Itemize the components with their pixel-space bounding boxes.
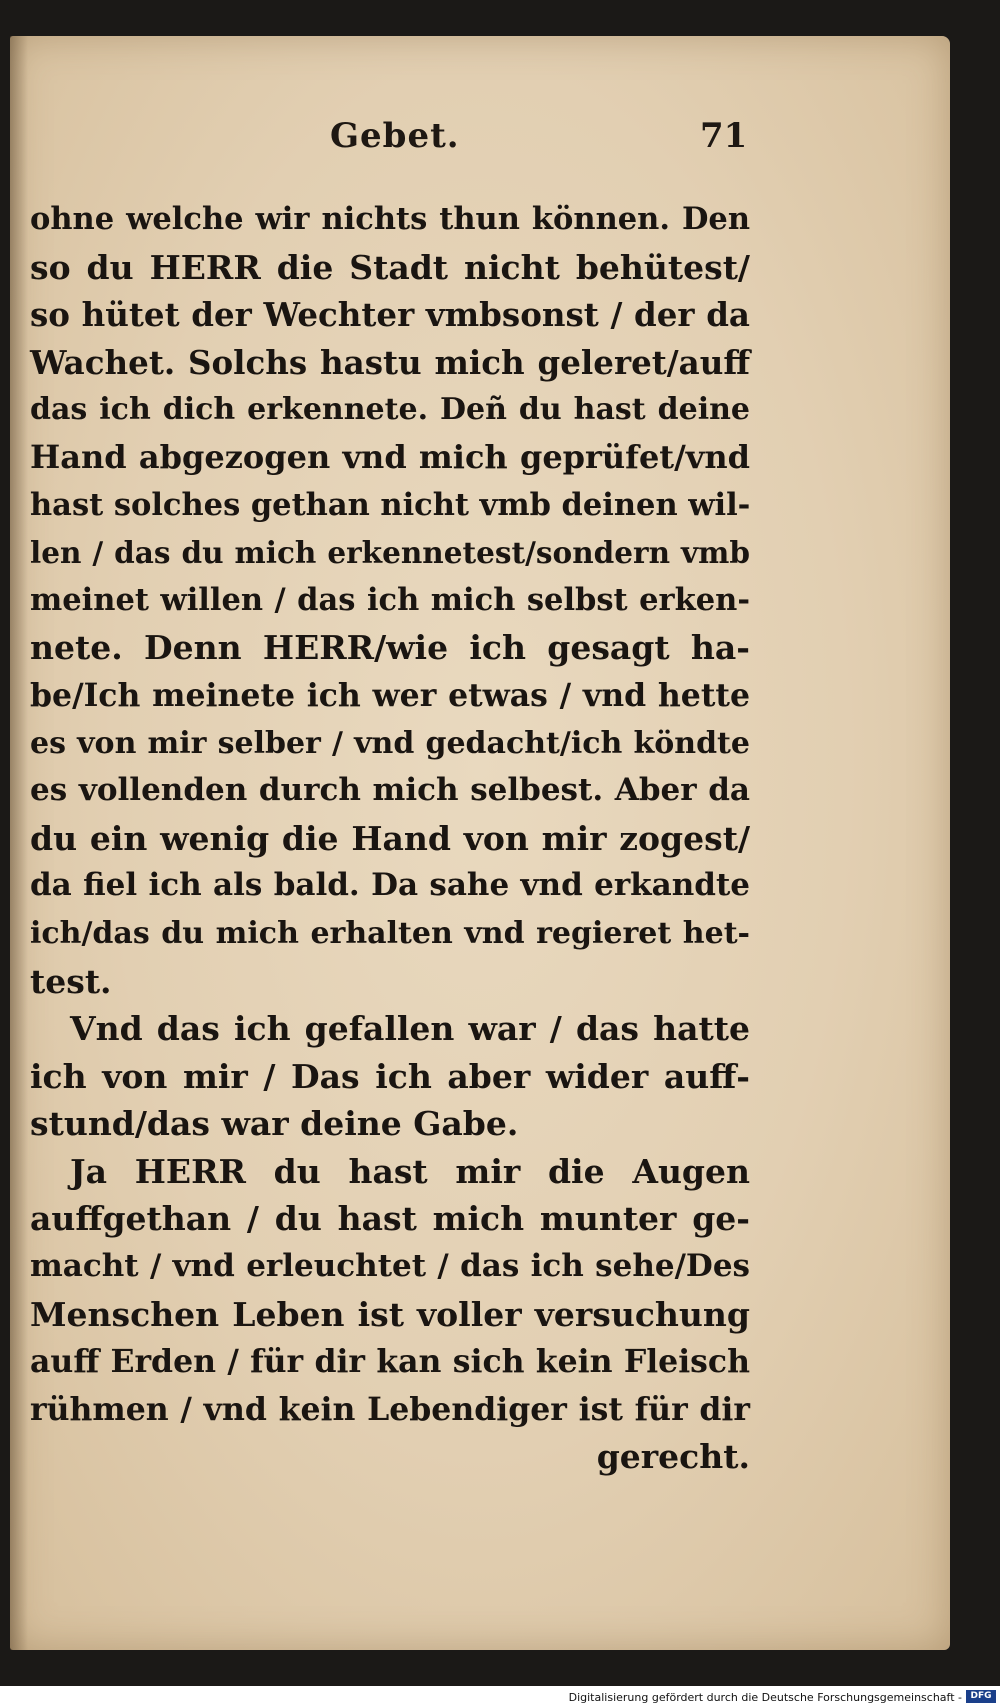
text-line: ich/das du mich erhalten vnd regieret het- [30, 915, 750, 951]
book-page [10, 36, 950, 1650]
scan-footer-strip [0, 1686, 1000, 1706]
page-number: 71 [700, 116, 748, 156]
text-line: du ein wenig die Hand von mir zogest/ [30, 818, 750, 858]
text-line: da fiel ich als bald. Da sahe vnd erkandte [30, 867, 750, 904]
text-line: auffgethan / du hast mich munter ge- [30, 1199, 750, 1239]
text-line: nete. Denn HERR/wie ich gesagt ha- [30, 628, 750, 668]
text-line: test. [30, 961, 112, 1001]
catchword: gerecht. [596, 1437, 750, 1477]
body-text [30, 196, 750, 1481]
digitization-credit: Digitalisierung gefördert durch die Deutsche Forschungsgemeinschaft - [568, 1691, 962, 1704]
text-line: len / das du mich erkennetest/sondern vmb [30, 535, 750, 571]
text-line: so hütet der Wechter vmbsonst / der da [30, 295, 750, 335]
dfg-logo: DFG [966, 1690, 996, 1703]
text-line: Menschen Leben ist voller versuchung [30, 1294, 750, 1334]
text-line: stund/das war deine Gabe. [30, 1104, 519, 1144]
text-line: ohne welche wir nichts thun können. Den [30, 201, 750, 237]
text-line: es vollenden durch mich selbest. Aber da [30, 772, 750, 809]
text-line: rühmen / vnd kein Lebendiger ist für dir [30, 1390, 750, 1428]
text-line: be/Ich meinete ich wer etwas / vnd hette [30, 676, 750, 714]
text-line: Hand abgezogen vnd mich geprüfet/vnd [30, 437, 750, 476]
running-head: Gebet. [330, 116, 460, 156]
text-line: Vnd das ich gefallen war / das hatte [70, 1009, 750, 1049]
text-line: ich von mir / Das ich aber wider auff- [30, 1056, 750, 1096]
text-line: auff Erden / für dir kan sich kein Fleisch [30, 1343, 750, 1381]
text-line: hast solches gethan nicht vmb deinen wil- [30, 486, 751, 523]
text-line: es von mir selber / vnd gedacht/ich köndte [30, 725, 750, 761]
text-line: macht / vnd erleuchtet / das ich sehe/Des [30, 1248, 750, 1285]
text-line: so du HERR die Stadt nicht behütest/ [30, 247, 750, 287]
text-line: Ja HERR du hast mir die Augen [70, 1151, 750, 1191]
text-line: meinet willen / das ich mich selbst erken- [30, 581, 750, 618]
page-gutter-shadow [10, 36, 28, 1650]
text-line: Wachet. Solchs hastu mich geleret/auff [30, 342, 750, 382]
text-line: das ich dich erkennete. Deñ du hast deine [30, 392, 750, 428]
